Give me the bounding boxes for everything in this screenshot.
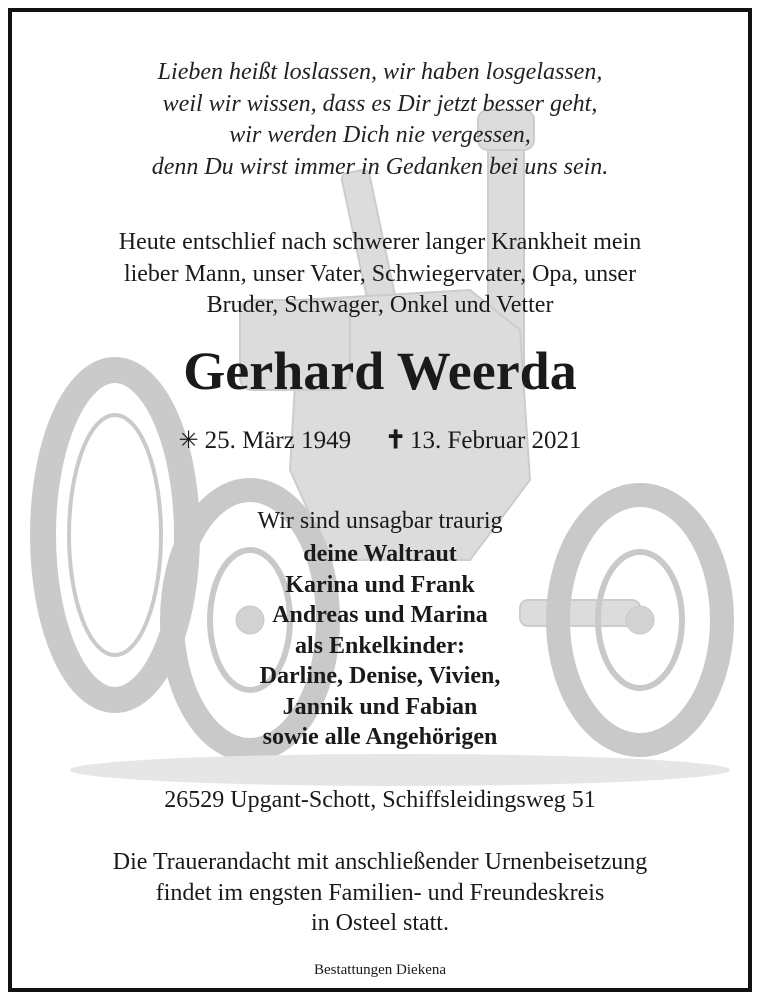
- intro-text: [0, 227, 760, 322]
- poem-line: denn Du wirst immer in Gedanken bei uns sein.: [151, 153, 609, 180]
- death-date: 13. Februar 2021: [410, 427, 582, 454]
- funeral-line: in Osteel statt.: [311, 910, 449, 936]
- family-line: Andreas und Marina: [272, 602, 488, 628]
- family-line: Jannik und Fabian: [282, 693, 478, 720]
- poem-line: Lieben heißt loslassen, wir haben losgelassen,: [157, 59, 603, 85]
- funeral-line: findet im engsten Familien- und Freundeskreis: [155, 879, 605, 906]
- intro-line: Heute entschlief nach schwerer langer Krankheit mein: [118, 229, 642, 255]
- intro-line: Bruder, Schwager, Onkel und Vetter: [206, 292, 554, 318]
- birth-star-icon: ✳: [178, 428, 199, 454]
- funeral-info: [0, 847, 760, 939]
- poem-line: wir werden Dich nie vergessen,: [229, 122, 531, 148]
- family-line: als Enkelkinder:: [294, 632, 466, 659]
- family-line: Darline, Denise, Vivien,: [259, 663, 501, 689]
- life-dates: [0, 424, 760, 458]
- family-list: [0, 539, 760, 753]
- poem: [0, 57, 760, 183]
- family-line: Karina und Frank: [285, 571, 475, 598]
- deceased-name: Gerhard Weerda: [183, 341, 577, 401]
- family-line: sowie alle Angehörigen: [262, 724, 498, 750]
- death-cross-icon: ✝: [385, 427, 407, 454]
- mourning-line: Wir sind unsagbar traurig: [257, 508, 503, 534]
- family-line: deine Waltraut: [303, 541, 457, 567]
- intro-line: lieber Mann, unser Vater, Schwiegervater, Opa, unser: [123, 260, 637, 287]
- address: 26529 Upgant-Schott, Schiffsleidingsweg 51: [164, 787, 596, 813]
- funeral-line: Die Trauerandacht mit anschließender Urnenbeisetzung: [112, 849, 648, 875]
- birth-date: 25. März 1949: [204, 427, 352, 454]
- undertaker: Bestattungen Diekena: [313, 962, 447, 978]
- poem-line: weil wir wissen, dass es Dir jetzt besser geht,: [162, 90, 598, 117]
